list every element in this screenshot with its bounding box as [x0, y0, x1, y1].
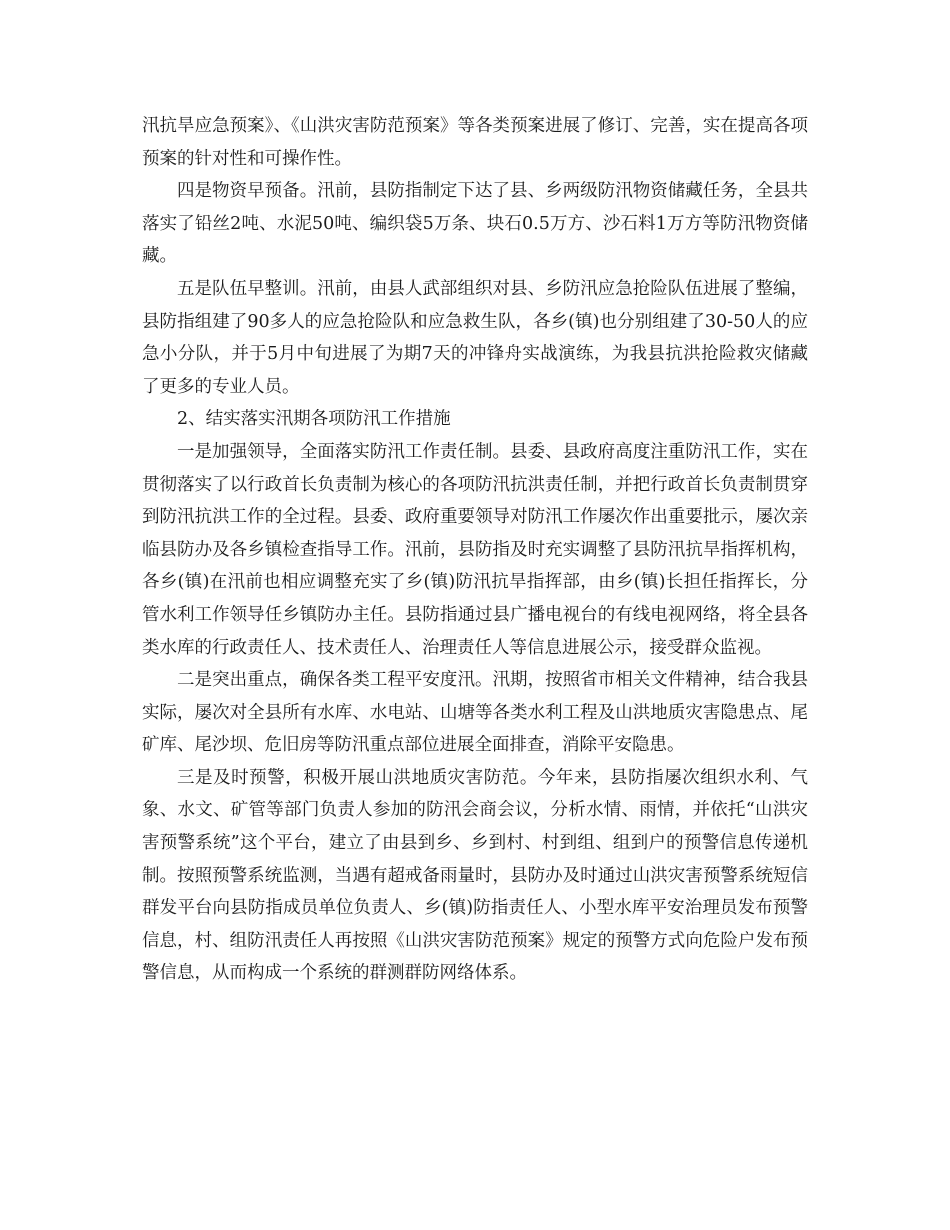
- paragraph-materials: 四是物资早预备。汛前，县防指制定下达了县、乡两级防汛物资储藏任务，全县共落实了铅丝2吨、水泥50吨、编织袋5万条、块石0.5万方、沙石料1万方等防汛物资储藏。: [142, 181, 808, 267]
- paragraph-continuation: 汛抗旱应急预案》、《山洪灾害防范预案》等各类预案进展了修订、完善，实在提高各项预案的针对性和可操作性。: [142, 116, 808, 169]
- paragraph-leadership: 一是加强领导，全面落实防汛工作责任制。县委、县政府高度注重防汛工作，实在贯彻落实了以行政首长负责制为核心的各项防汛抗洪责任制，并把行政首长负责制贯穿到防汛抗洪工作的全过程。县委、政府重要领导对防汛工作屡次作出重要批示，屡次亲临县防办及各乡镇检查指导工作。汛前，县防指及时充实调整了县防汛抗旱指挥机构，各乡(镇)在汛前也相应调整充实了乡(镇)防汛抗旱指挥部，由乡(镇)长担任指挥长，分管水利工作领导任乡镇防办主任。县防指通过县广播电视台的有线电视网络，将全县各类水库的行政责任人、技术责任人、治理责任人等信息进展公示，接受群众监视。: [142, 441, 808, 658]
- paragraph-early-warning: 三是及时预警，积极开展山洪地质灾害防范。今年来，县防指屡次组织水利、气象、水文、矿管等部门负责人参加的防汛会商会议，分析水情、雨情，并依托“山洪灾害预警系统”这个平台，建立了由县到乡、乡到村、村到组、组到户的预警信息传递机制。按照预警系统监测，当遇有超戒备雨量时，县防办及时通过山洪灾害预警系统短信群发平台向县防指成员单位负责人、乡(镇)防指责任人、小型水库平安治理员发布预警信息，村、组防汛责任人再按照《山洪灾害防范预案》规定的预警方式向危险户发布预警信息，从而构成一个系统的群测群防网络体系。: [142, 767, 808, 984]
- paragraph-key-points: 二是突出重点，确保各类工程平安度汛。汛期，按照省市相关文件精神，结合我县实际，屡次对全县所有水库、水电站、山塘等各类水利工程及山洪地质灾害隐患点、尾矿库、尾沙坝、危旧房等防汛重点部位进展全面排查，消除平安隐患。: [142, 670, 808, 756]
- section-heading: 2、结实落实汛期各项防汛工作措施: [177, 409, 451, 430]
- document-body: [142, 110, 808, 990]
- paragraph-teams: 五是队伍早整训。汛前，由县人武部组织对县、乡防汛应急抢险队伍进展了整编，县防指组建了90多人的应急抢险队和应急救生队，各乡(镇)也分别组建了30-50人的应急小分队，并于5月中旬进展了为期7天的冲锋舟实战演练，为我县抗洪抢险救灾储藏了更多的专业人员。: [142, 278, 808, 397]
